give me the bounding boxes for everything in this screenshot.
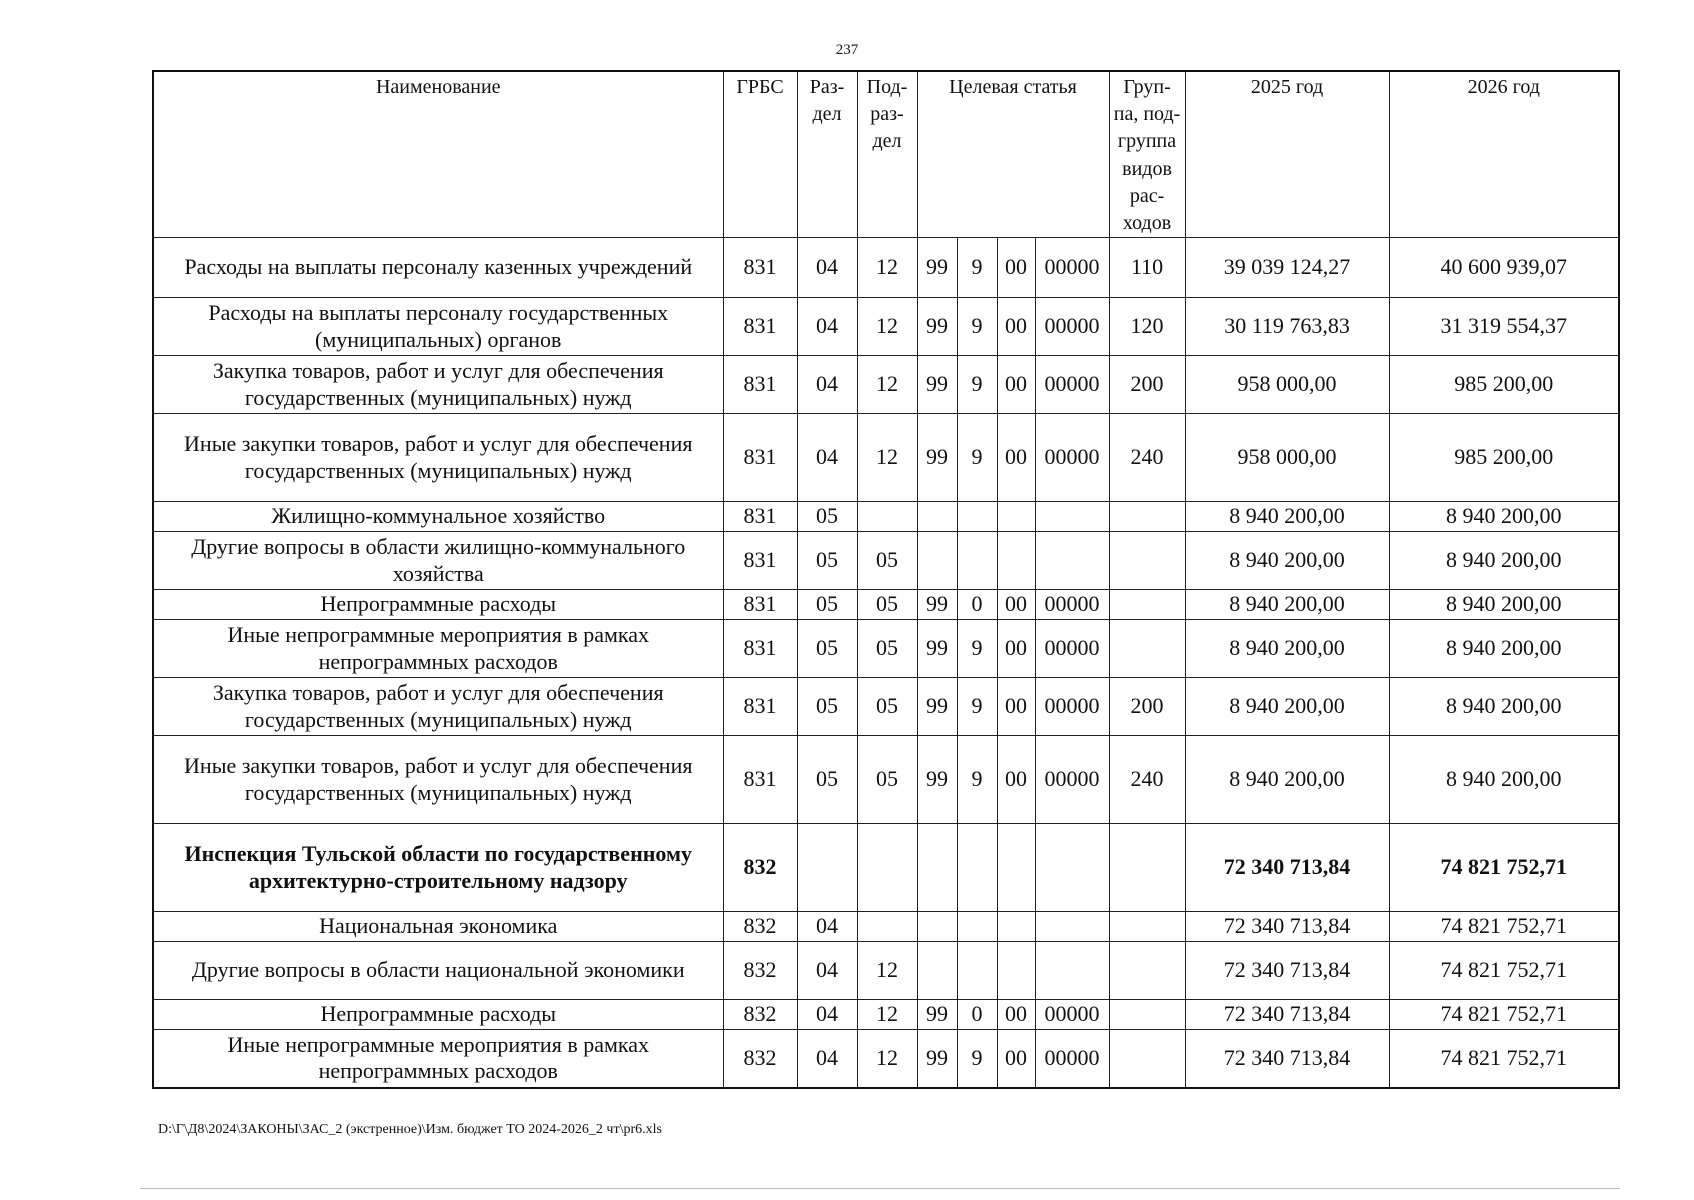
cell-cs-direction: 00000 [1035, 1030, 1109, 1088]
cell-amount-2026: 985 200,00 [1389, 414, 1619, 502]
cell-cs-type [957, 912, 997, 942]
cell-amount-2025: 30 119 763,83 [1185, 298, 1389, 356]
header-vid-raskhodov: Груп- па, под- группа видов рас- ходов [1109, 71, 1185, 238]
cell-cs-direction: 00000 [1035, 298, 1109, 356]
cell-razdel: 04 [797, 238, 857, 298]
file-path-footer: D:\Г\Д8\2024\ЗАКОНЫ\ЗАС_2 (экстренное)\Изм. бюджет ТО 2024-2026_2 чт\pr6.xls [158, 1122, 662, 1137]
header-2025: 2025 год [1185, 71, 1389, 238]
cell-cs-subprogram: 00 [997, 298, 1035, 356]
cell-cs-direction [1035, 942, 1109, 1000]
cell-amount-2026: 40 600 939,07 [1389, 238, 1619, 298]
cell-cs-program: 99 [917, 238, 957, 298]
cell-cs-subprogram: 00 [997, 590, 1035, 620]
cell-amount-2026: 74 821 752,71 [1389, 824, 1619, 912]
cell-name: Другие вопросы в области национальной экономики [153, 942, 723, 1000]
cell-amount-2026: 8 940 200,00 [1389, 620, 1619, 678]
cell-vid-raskhodov [1109, 912, 1185, 942]
cell-name: Иные закупки товаров, работ и услуг для обеспечения государственных (муниципальных) нужд [153, 414, 723, 502]
cell-grbs: 832 [723, 912, 797, 942]
cell-vid-raskhodov: 200 [1109, 678, 1185, 736]
cell-cs-program [917, 502, 957, 532]
cell-amount-2026: 74 821 752,71 [1389, 1030, 1619, 1088]
cell-amount-2026: 985 200,00 [1389, 356, 1619, 414]
cell-cs-program: 99 [917, 1030, 957, 1088]
cell-amount-2026: 74 821 752,71 [1389, 1000, 1619, 1030]
cell-name: Инспекция Тульской области по государственному архитектурно-строительному надзору [153, 824, 723, 912]
cell-cs-type [957, 824, 997, 912]
cell-grbs: 831 [723, 356, 797, 414]
cell-cs-subprogram: 00 [997, 1000, 1035, 1030]
cell-podrazdel: 12 [857, 1000, 917, 1030]
cell-name: Иные непрограммные мероприятия в рамках непрограммных расходов [153, 1030, 723, 1088]
cell-cs-program: 99 [917, 590, 957, 620]
cell-name: Закупка товаров, работ и услуг для обеспечения государственных (муниципальных) нужд [153, 678, 723, 736]
cell-amount-2025: 72 340 713,84 [1185, 912, 1389, 942]
table-row [153, 824, 1619, 912]
header-name: Наименование [153, 71, 723, 238]
cell-razdel [797, 824, 857, 912]
cell-podrazdel: 05 [857, 620, 917, 678]
cell-cs-program: 99 [917, 736, 957, 824]
cell-amount-2025: 8 940 200,00 [1185, 620, 1389, 678]
cell-vid-raskhodov: 200 [1109, 356, 1185, 414]
cell-cs-direction: 00000 [1035, 590, 1109, 620]
cell-cs-program [917, 942, 957, 1000]
cell-cs-type: 9 [957, 620, 997, 678]
cell-name: Непрограммные расходы [153, 590, 723, 620]
cell-cs-type [957, 532, 997, 590]
cell-amount-2025: 8 940 200,00 [1185, 678, 1389, 736]
cell-vid-raskhodov [1109, 1030, 1185, 1088]
cell-cs-type: 9 [957, 1030, 997, 1088]
cell-cs-direction: 00000 [1035, 238, 1109, 298]
table-row [153, 414, 1619, 502]
cell-cs-type: 9 [957, 356, 997, 414]
cell-podrazdel: 12 [857, 942, 917, 1000]
table-row [153, 1030, 1619, 1088]
table-row [153, 1000, 1619, 1030]
cell-cs-direction: 00000 [1035, 736, 1109, 824]
cell-grbs: 831 [723, 502, 797, 532]
cell-cs-subprogram [997, 532, 1035, 590]
cell-podrazdel: 12 [857, 238, 917, 298]
cell-razdel: 05 [797, 620, 857, 678]
cell-podrazdel: 12 [857, 356, 917, 414]
cell-podrazdel: 05 [857, 532, 917, 590]
cell-grbs: 831 [723, 414, 797, 502]
cell-amount-2025: 72 340 713,84 [1185, 1000, 1389, 1030]
cell-razdel: 05 [797, 532, 857, 590]
cell-grbs: 832 [723, 942, 797, 1000]
cell-cs-type: 0 [957, 1000, 997, 1030]
cell-cs-type: 9 [957, 238, 997, 298]
cell-amount-2025: 8 940 200,00 [1185, 736, 1389, 824]
cell-cs-program: 99 [917, 356, 957, 414]
cell-vid-raskhodov [1109, 1000, 1185, 1030]
header-tselevaya-statya: Целевая статья [917, 71, 1109, 238]
header-2026: 2026 год [1389, 71, 1619, 238]
cell-amount-2026: 74 821 752,71 [1389, 942, 1619, 1000]
cell-grbs: 832 [723, 1030, 797, 1088]
cell-amount-2025: 72 340 713,84 [1185, 824, 1389, 912]
cell-cs-direction: 00000 [1035, 620, 1109, 678]
cell-podrazdel: 12 [857, 414, 917, 502]
cell-name: Закупка товаров, работ и услуг для обеспечения государственных (муниципальных) нужд [153, 356, 723, 414]
cell-cs-direction [1035, 502, 1109, 532]
cell-grbs: 831 [723, 238, 797, 298]
cell-name: Иные непрограммные мероприятия в рамках непрограммных расходов [153, 620, 723, 678]
cell-cs-program: 99 [917, 298, 957, 356]
cell-amount-2025: 8 940 200,00 [1185, 502, 1389, 532]
cell-razdel: 04 [797, 942, 857, 1000]
cell-razdel: 04 [797, 356, 857, 414]
table-row [153, 942, 1619, 1000]
cell-razdel: 04 [797, 1030, 857, 1088]
cell-cs-subprogram [997, 942, 1035, 1000]
table-row [153, 678, 1619, 736]
cell-razdel: 04 [797, 298, 857, 356]
cell-razdel: 04 [797, 912, 857, 942]
table-row [153, 620, 1619, 678]
table-row [153, 502, 1619, 532]
cell-name: Расходы на выплаты персоналу государственных (муниципальных) органов [153, 298, 723, 356]
table-row [153, 298, 1619, 356]
cell-grbs: 831 [723, 678, 797, 736]
cell-cs-direction: 00000 [1035, 414, 1109, 502]
cell-amount-2026: 8 940 200,00 [1389, 678, 1619, 736]
cell-amount-2026: 8 940 200,00 [1389, 590, 1619, 620]
cell-vid-raskhodov: 120 [1109, 298, 1185, 356]
cell-grbs: 831 [723, 532, 797, 590]
table-row [153, 736, 1619, 824]
cell-name: Другие вопросы в области жилищно-коммунального хозяйства [153, 532, 723, 590]
header-row [153, 71, 1619, 238]
cell-cs-direction [1035, 532, 1109, 590]
header-grbs: ГРБС [723, 71, 797, 238]
cell-amount-2025: 8 940 200,00 [1185, 532, 1389, 590]
cell-vid-raskhodov: 240 [1109, 414, 1185, 502]
cell-name: Расходы на выплаты персоналу казенных учреждений [153, 238, 723, 298]
cell-podrazdel [857, 502, 917, 532]
table-row [153, 238, 1619, 298]
cell-razdel: 05 [797, 502, 857, 532]
cell-amount-2026: 8 940 200,00 [1389, 532, 1619, 590]
cell-grbs: 832 [723, 824, 797, 912]
cell-cs-type: 9 [957, 414, 997, 502]
cell-cs-subprogram [997, 912, 1035, 942]
budget-table [152, 70, 1620, 1089]
cell-amount-2026: 8 940 200,00 [1389, 502, 1619, 532]
cell-cs-subprogram: 00 [997, 356, 1035, 414]
cell-cs-direction: 00000 [1035, 356, 1109, 414]
cell-grbs: 832 [723, 1000, 797, 1030]
cell-name: Жилищно-коммунальное хозяйство [153, 502, 723, 532]
cell-cs-subprogram: 00 [997, 1030, 1035, 1088]
cell-razdel: 04 [797, 414, 857, 502]
cell-cs-type [957, 502, 997, 532]
cell-cs-subprogram: 00 [997, 414, 1035, 502]
cell-name: Иные закупки товаров, работ и услуг для обеспечения государственных (муниципальных) нужд [153, 736, 723, 824]
cell-name: Непрограммные расходы [153, 1000, 723, 1030]
cell-grbs: 831 [723, 590, 797, 620]
cell-vid-raskhodov [1109, 824, 1185, 912]
table-row [153, 590, 1619, 620]
cell-cs-direction [1035, 912, 1109, 942]
cell-amount-2025: 8 940 200,00 [1185, 590, 1389, 620]
cell-vid-raskhodov [1109, 942, 1185, 1000]
cell-vid-raskhodov [1109, 590, 1185, 620]
cell-razdel: 05 [797, 736, 857, 824]
cell-cs-subprogram: 00 [997, 736, 1035, 824]
cell-grbs: 831 [723, 620, 797, 678]
header-razdel: Раз- дел [797, 71, 857, 238]
cell-vid-raskhodov [1109, 620, 1185, 678]
cell-cs-direction: 00000 [1035, 678, 1109, 736]
cell-podrazdel [857, 912, 917, 942]
cell-cs-type: 9 [957, 678, 997, 736]
cell-amount-2025: 958 000,00 [1185, 356, 1389, 414]
cell-razdel: 05 [797, 590, 857, 620]
cell-amount-2026: 8 940 200,00 [1389, 736, 1619, 824]
cell-cs-program: 99 [917, 414, 957, 502]
cell-razdel: 05 [797, 678, 857, 736]
cell-cs-type: 9 [957, 736, 997, 824]
cell-cs-type [957, 942, 997, 1000]
cell-cs-program: 99 [917, 678, 957, 736]
cell-cs-subprogram: 00 [997, 620, 1035, 678]
cell-cs-subprogram: 00 [997, 678, 1035, 736]
page-number: 237 [835, 42, 859, 58]
cell-cs-type: 9 [957, 298, 997, 356]
table-row [153, 532, 1619, 590]
cell-podrazdel: 12 [857, 1030, 917, 1088]
cell-cs-program [917, 824, 957, 912]
header-podrazdel: Под- раз- дел [857, 71, 917, 238]
cell-razdel: 04 [797, 1000, 857, 1030]
cell-name: Национальная экономика [153, 912, 723, 942]
cell-podrazdel: 05 [857, 590, 917, 620]
cell-amount-2026: 74 821 752,71 [1389, 912, 1619, 942]
cell-grbs: 831 [723, 298, 797, 356]
cell-cs-program: 99 [917, 620, 957, 678]
cell-amount-2025: 958 000,00 [1185, 414, 1389, 502]
cell-amount-2025: 72 340 713,84 [1185, 942, 1389, 1000]
cell-vid-raskhodov: 240 [1109, 736, 1185, 824]
bottom-divider [140, 1188, 1620, 1189]
cell-vid-raskhodov [1109, 502, 1185, 532]
cell-amount-2025: 39 039 124,27 [1185, 238, 1389, 298]
cell-cs-direction: 00000 [1035, 1000, 1109, 1030]
table-row [153, 912, 1619, 942]
cell-podrazdel [857, 824, 917, 912]
cell-amount-2026: 31 319 554,37 [1389, 298, 1619, 356]
cell-vid-raskhodov: 110 [1109, 238, 1185, 298]
cell-cs-subprogram [997, 502, 1035, 532]
cell-podrazdel: 12 [857, 298, 917, 356]
cell-cs-direction [1035, 824, 1109, 912]
cell-cs-type: 0 [957, 590, 997, 620]
cell-vid-raskhodov [1109, 532, 1185, 590]
cell-cs-program: 99 [917, 1000, 957, 1030]
cell-cs-program [917, 912, 957, 942]
cell-cs-program [917, 532, 957, 590]
table-row [153, 356, 1619, 414]
cell-cs-subprogram [997, 824, 1035, 912]
cell-grbs: 831 [723, 736, 797, 824]
cell-amount-2025: 72 340 713,84 [1185, 1030, 1389, 1088]
cell-podrazdel: 05 [857, 736, 917, 824]
cell-podrazdel: 05 [857, 678, 917, 736]
cell-cs-subprogram: 00 [997, 238, 1035, 298]
